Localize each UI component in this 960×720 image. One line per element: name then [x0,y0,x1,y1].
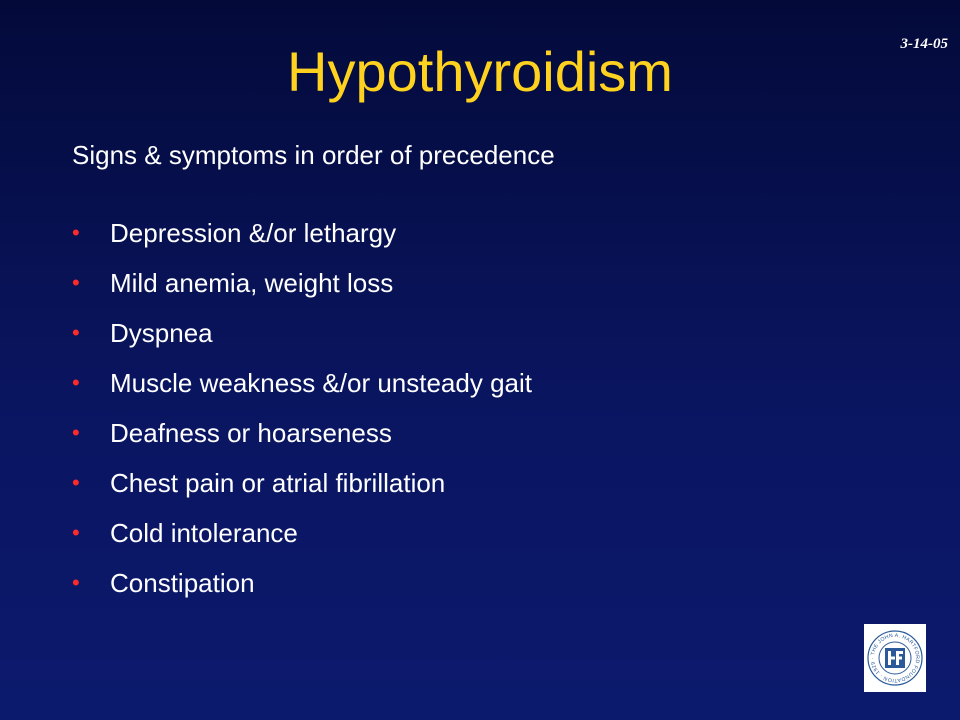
list-item [72,208,532,258]
list-item [72,408,532,458]
list-item-text: Mild anemia, weight loss [110,267,394,298]
list-item-text: Dyspnea [110,317,213,348]
symptom-list [72,208,532,608]
list-item [72,508,532,558]
list-item-text: Chest pain or atrial fibrillation [110,467,446,498]
list-item-text: Muscle weakness &/or unsteady gait [110,367,532,398]
bullet-icon: • [72,370,80,395]
slide-date: 3-14-05 [900,36,948,52]
bullet-icon: • [72,320,80,345]
list-item [72,358,532,408]
list-item-text: Cold intolerance [110,517,298,548]
bullet-icon: • [72,420,80,445]
hartford-foundation-seal-icon [864,624,926,692]
slide-subtitle: Signs & symptoms in order of precedence [72,140,555,170]
list-item [72,258,532,308]
list-item-text: Depression &/or lethargy [110,217,397,248]
bullet-icon: • [72,470,80,495]
list-item [72,558,532,608]
list-item [72,308,532,358]
bullet-icon: • [72,270,80,295]
svg-text:THE JOHN A. HARTFORD FOUNDATIO: THE JOHN A. HARTFORD FOUNDATION · 1929 · [869,632,921,684]
list-item-text: Deafness or hoarseness [110,417,392,448]
bullet-icon: • [72,570,80,595]
slide-title: Hypothyroidism [287,40,673,103]
bullet-icon: • [72,520,80,545]
list-item-text: Constipation [110,567,255,598]
bullet-icon: • [72,220,80,245]
list-item [72,458,532,508]
